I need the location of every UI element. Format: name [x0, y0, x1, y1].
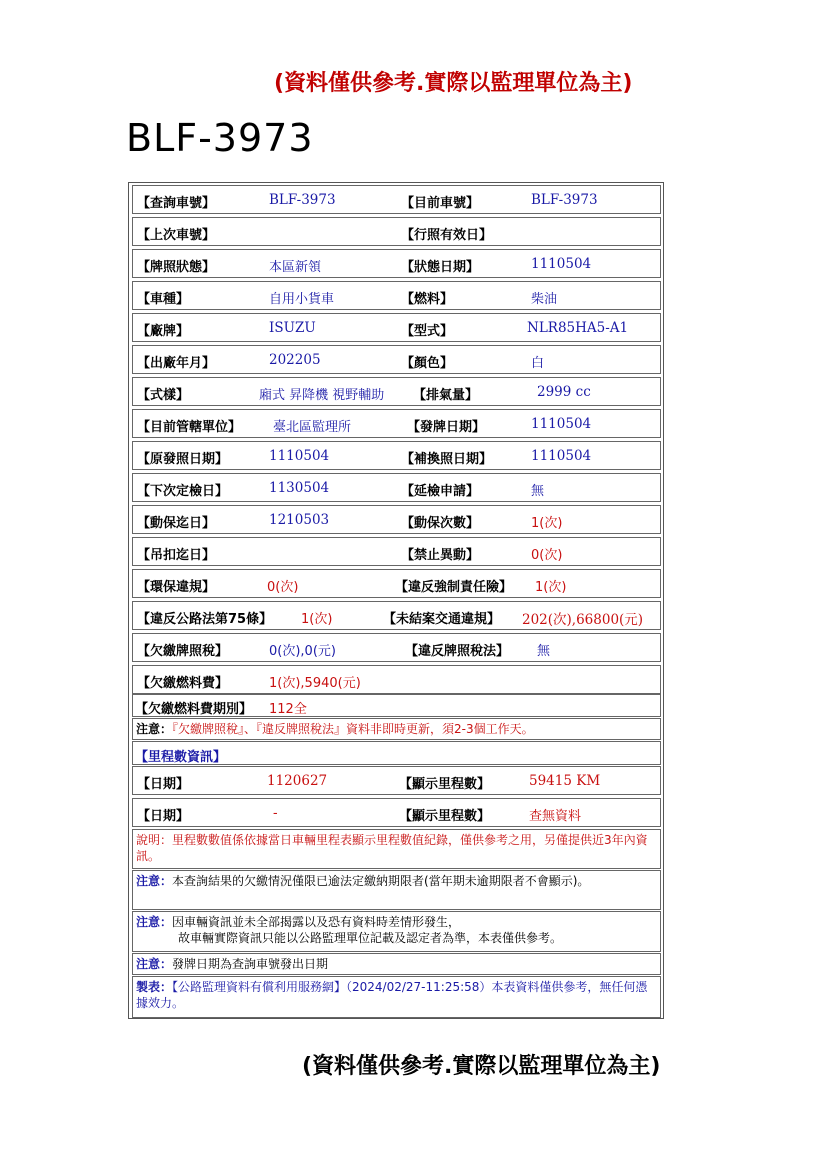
- table-row: [132, 313, 661, 342]
- field-value: 59415 KM: [529, 773, 601, 789]
- notice-text: 『欠繳牌照稅』、『違反牌照稅法』資料非即時更新，須2-3個工作天。: [172, 722, 534, 736]
- field-value: BLF-3973: [269, 192, 336, 208]
- note-key: 製表：: [136, 980, 173, 994]
- field-label: 【延檢申請】: [401, 484, 480, 499]
- table-row: [132, 505, 661, 534]
- field-value: 2999 cc: [537, 384, 591, 400]
- note-text: 發牌日期為查詢車號發出日期: [172, 957, 329, 971]
- field-value: -: [273, 805, 278, 821]
- field-value: 1(次): [301, 612, 333, 627]
- field-label: 【下次定檢日】: [137, 484, 229, 499]
- field-value: 202205: [269, 352, 321, 368]
- note-text: 因車輛資訊並未全部揭露以及恐有資料時差情形發生，: [172, 915, 461, 929]
- field-label: 【補換照日期】: [401, 452, 493, 467]
- mileage-row: [132, 766, 661, 795]
- field-label: 【目前管轄單位】: [137, 420, 242, 435]
- field-label: 【欠繳牌照稅】: [137, 644, 229, 659]
- field-label: 【出廠年月】: [137, 356, 216, 371]
- note-text: 里程數數值係依據當日車輛里程表顯示里程數值紀錄，僅供參考之用，另僅提供近3年內資訊。: [136, 833, 648, 863]
- field-value: 1(次),5940(元): [269, 676, 361, 691]
- field-label: 【式樣】: [137, 388, 190, 403]
- field-value: ISUZU: [269, 320, 316, 336]
- field-label: 【違反強制責任險】: [395, 580, 513, 595]
- field-label: 【吊扣迄日】: [137, 548, 216, 563]
- note-row: [132, 870, 661, 910]
- note-key: 注意：: [136, 915, 173, 929]
- table-row: [132, 569, 661, 598]
- plate-number-title: BLF-3973: [126, 116, 314, 160]
- table-row: [132, 537, 661, 566]
- field-value: 1110504: [531, 448, 592, 464]
- field-value: 臺北區監理所: [273, 420, 352, 435]
- table-row: [132, 217, 661, 246]
- field-label: 【牌照狀態】: [137, 260, 216, 275]
- field-label: 【顏色】: [401, 356, 454, 371]
- note-key: 說明：: [136, 833, 173, 847]
- field-label: 【未結案交通違規】: [383, 612, 501, 627]
- field-label: 【查詢車號】: [137, 196, 216, 211]
- field-label: 【狀態日期】: [401, 260, 480, 275]
- field-label: 【顯示里程數】: [399, 777, 491, 792]
- table-row: [132, 441, 661, 470]
- mileage-row: [132, 798, 661, 827]
- field-value: 202(次),66800(元): [522, 612, 644, 628]
- note-text-line2: 故車輛實際資訊只能以公路監理單位記載及認定者為準，本表僅供參考。: [178, 931, 563, 945]
- field-value: 112全: [269, 702, 307, 717]
- table-row: [132, 249, 661, 278]
- field-label: 【車種】: [137, 292, 190, 307]
- notice-key: 注意：: [136, 722, 173, 736]
- field-label: 【欠繳燃料費期別】: [135, 702, 253, 717]
- field-value: 0(次): [531, 548, 563, 563]
- field-value: 1110504: [531, 256, 592, 272]
- field-value: 1120627: [267, 773, 328, 789]
- tax-notice-row: [132, 718, 661, 740]
- note-row: [132, 829, 661, 869]
- field-label: 【違反牌照稅法】: [405, 644, 510, 659]
- field-value: 0(次): [267, 580, 299, 595]
- field-label: 【環保違規】: [137, 580, 216, 595]
- table-row: [132, 473, 661, 502]
- field-label: 【行照有效日】: [401, 228, 493, 243]
- field-value: 無: [537, 644, 551, 659]
- table-row: [132, 281, 661, 310]
- disclaimer-top: (資料僅供參考.實際以監理單位為主): [274, 71, 633, 96]
- field-label: 【禁止異動】: [401, 548, 480, 563]
- field-value: 查無資料: [529, 809, 582, 824]
- field-label: 【排氣量】: [413, 388, 479, 403]
- disclaimer-bottom: (資料僅供參考.實際以監理單位為主): [302, 1054, 661, 1079]
- note-row: [132, 953, 661, 975]
- field-value: 1110504: [531, 416, 592, 432]
- field-label: 【日期】: [137, 809, 190, 824]
- field-value: 白: [531, 356, 545, 371]
- field-value: 本區新領: [269, 260, 322, 275]
- field-value: 柴油: [531, 292, 558, 307]
- table-row: [132, 601, 661, 630]
- mileage-section-title: 【里程數資訊】: [135, 750, 227, 765]
- field-value: 1210503: [269, 512, 330, 528]
- field-label: 【違反公路法第75條】: [137, 612, 273, 627]
- field-value: 廂式 昇降機 視野輔助: [259, 388, 385, 403]
- field-value: 無: [531, 484, 545, 499]
- field-value: BLF-3973: [531, 192, 598, 208]
- field-value: 自用小貨車: [269, 292, 335, 307]
- table-row: [132, 185, 661, 214]
- note-row: [132, 976, 661, 1018]
- field-value: 1110504: [269, 448, 330, 464]
- field-label: 【發牌日期】: [407, 420, 486, 435]
- field-label: 【欠繳燃料費】: [137, 676, 229, 691]
- table-row: [132, 345, 661, 374]
- field-label: 【日期】: [137, 777, 190, 792]
- fuel-fee-period-row: [132, 694, 661, 717]
- field-label: 【廠牌】: [137, 324, 190, 339]
- note-key: 注意：: [136, 874, 173, 888]
- field-label: 【顯示里程數】: [399, 809, 491, 824]
- table-row: [132, 377, 661, 406]
- field-value: 1(次): [535, 580, 567, 595]
- field-value: 0(次),0(元): [269, 644, 336, 659]
- note-row: [132, 911, 661, 952]
- field-label: 【目前車號】: [401, 196, 480, 211]
- note-text: 【公路監理資料有償利用服務網】（2024/02/27-11:25:58）本表資料僅供參考，無任何憑據效力。: [136, 980, 648, 1010]
- field-label: 【動保次數】: [401, 516, 480, 531]
- note-text: 本查詢結果的欠繳情況僅限已逾法定繳納期限者(當年期未逾期限者不會顯示)。: [172, 874, 590, 888]
- field-label: 【燃料】: [401, 292, 454, 307]
- note-key: 注意：: [136, 957, 173, 971]
- field-label: 【上次車號】: [137, 228, 216, 243]
- table-row: [132, 665, 661, 694]
- field-value: 1130504: [269, 480, 330, 496]
- field-label: 【型式】: [401, 324, 454, 339]
- field-value: NLR85HA5-A1: [527, 320, 629, 336]
- field-label: 【動保迄日】: [137, 516, 216, 531]
- field-value: 1(次): [531, 516, 563, 531]
- table-row: [132, 633, 661, 662]
- field-label: 【原發照日期】: [137, 452, 229, 467]
- mileage-header-row: [132, 741, 661, 765]
- table-row: [132, 409, 661, 438]
